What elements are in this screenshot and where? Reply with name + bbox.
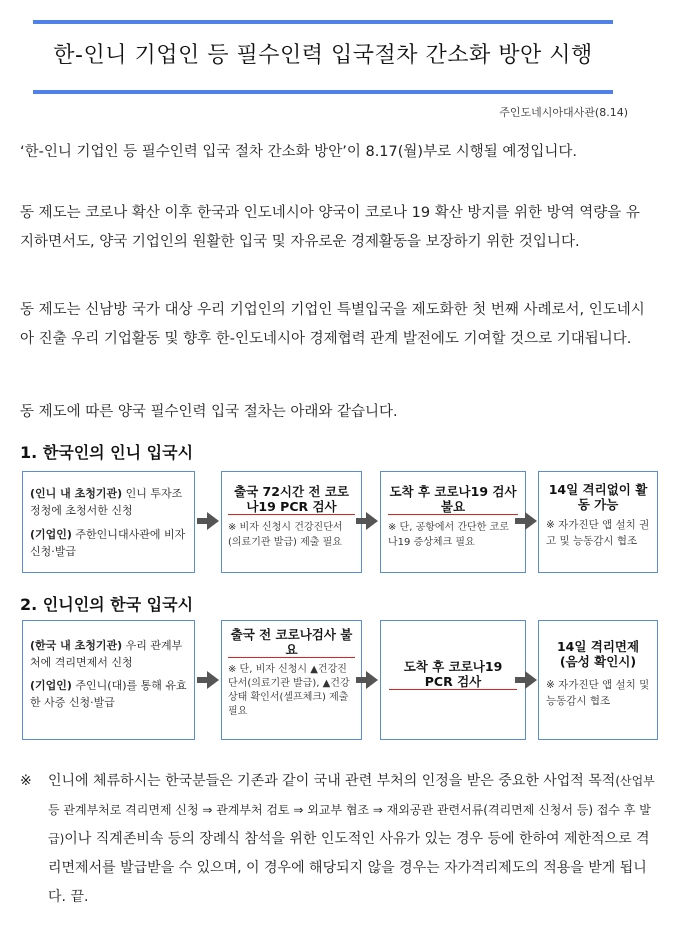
section2-step3-title: 도착 후 코로나19 PCR 검사 <box>389 659 517 690</box>
source-label: 주인도네시아대사관(8.14) <box>499 106 628 119</box>
section1-heading: 1. 한국인의 인니 입국시 <box>20 443 194 462</box>
paragraph-1: ‘한-인니 기업인 등 필수인력 입국 절차 간소화 방안’이 8.17(월)부로 시행될 예정입니다. <box>20 144 577 160</box>
section1-step1-item-a: (인니 내 초청기관) 인니 투자조정청에 초청서한 신청 <box>30 487 183 517</box>
footnote <box>20 767 660 912</box>
section2-arrow-2 <box>366 671 378 689</box>
section1-step1-box <box>22 471 195 573</box>
section1-step2-title: 출국 72시간 전 코로나19 PCR 검사 <box>228 484 355 515</box>
section1-step4-note: ※ 자가진단 앱 설치 권고 및 능동감시 협조 <box>546 519 650 547</box>
section2-step4-box <box>538 620 658 740</box>
section2-step2-note: ※ 단, 비자 신청시 ▲건강진단서(의료기관 발급), ▲건강상태 확인서(셀프체크) 제출 필요 <box>228 664 350 717</box>
footnote-text: 인니에 체류하시는 한국분들은 기존과 같이 국내 관련 부처의 인정을 받은 중요한 사업적 목적(산업부 등 관계부처로 격리면제 신청 ⇒ 관계부처 검토 ⇒ 외교부 협조 ⇒ 재외공관 관련서류(격리면제 신청서 등) 접수 후 발급)이나 직계존비속 등의 장례식 참석을 위한 인도적인 사유가 있는 경우 등에 한하여 제한적으로 격리면제서를 발급받을 수 있으며, 이 경우에 해당되지 않을 경우는 자가격리제도의 적용을 받게 됩니다. 끝. <box>48 773 655 905</box>
paragraph-4: 동 제도에 따른 양국 필수인력 입국 절차는 아래와 같습니다. <box>20 404 398 420</box>
section2-arrow-1 <box>207 671 219 689</box>
page-title: 한-인니 기업인 등 필수인력 입국절차 간소화 방안 시행 <box>53 43 593 68</box>
section2-step4-title: 14일 격리면제 (음성 확인시) <box>556 639 640 669</box>
section1-step3-title: 도착 후 코로나19 검사 불요 <box>389 484 517 514</box>
section1-step3-box <box>380 471 526 573</box>
section1-step2-box <box>221 471 362 573</box>
section1-step4-title: 14일 격리없이 활동 가능 <box>548 482 648 512</box>
title-bottom-rule <box>33 90 613 94</box>
paragraph-2: 동 제도는 코로나 확산 이후 한국과 인도네시아 양국이 코로나 19 확산 방지를 위한 방역 역량을 유지하면서도, 양국 기업인의 원활한 입국 및 자유로운 경제활동을 보장하기 위한 것입니다. <box>20 205 640 250</box>
section2-step1-box <box>22 620 195 740</box>
footnote-end: 끝. <box>70 889 89 905</box>
section1-arrow-3 <box>525 512 537 530</box>
section2-heading: 2. 인니인의 한국 입국시 <box>20 595 194 614</box>
section2-step1-item-b: (기업인) 주인니(대)를 통해 유효한 사증 신청·발급 <box>30 679 187 709</box>
section2-step1-item-a: (한국 내 초청기관) 우리 관계부처에 격리면제서 신청 <box>30 639 183 669</box>
section2-arrow-3 <box>525 671 537 689</box>
section2-step4-note: ※ 자가진단 앱 설치 및 능동감시 협조 <box>546 679 650 707</box>
section1-step1-item-b: (기업인) 주한인니대사관에 비자 신청·발급 <box>30 528 186 558</box>
section1-arrow-1 <box>207 512 219 530</box>
section1-step2-note: ※ 비자 신청시 건강진단서(의료기관 발급) 제출 필요 <box>228 522 343 548</box>
section1-arrow-2 <box>366 512 378 530</box>
title-top-rule <box>33 20 613 24</box>
section2-step2-box <box>221 620 362 740</box>
section2-step3-box <box>380 620 526 740</box>
section1-step4-box <box>538 471 658 573</box>
section2-step2-title: 출국 전 코로나검사 불요 <box>228 627 355 658</box>
paragraph-3: 동 제도는 신남방 국가 대상 우리 기업인의 기업인 특별입국을 제도화한 첫 번째 사례로서, 인도네시아 진출 우리 기업활동 및 향후 한-인도네시아 경제협력 관계 발전에도 기여할 것으로 기대됩니다. <box>20 302 645 347</box>
section1-step3-note: ※ 단, 공항에서 간단한 코로나19 증상체크 필요 <box>388 522 509 548</box>
footnote-mark: ※ <box>20 773 32 789</box>
